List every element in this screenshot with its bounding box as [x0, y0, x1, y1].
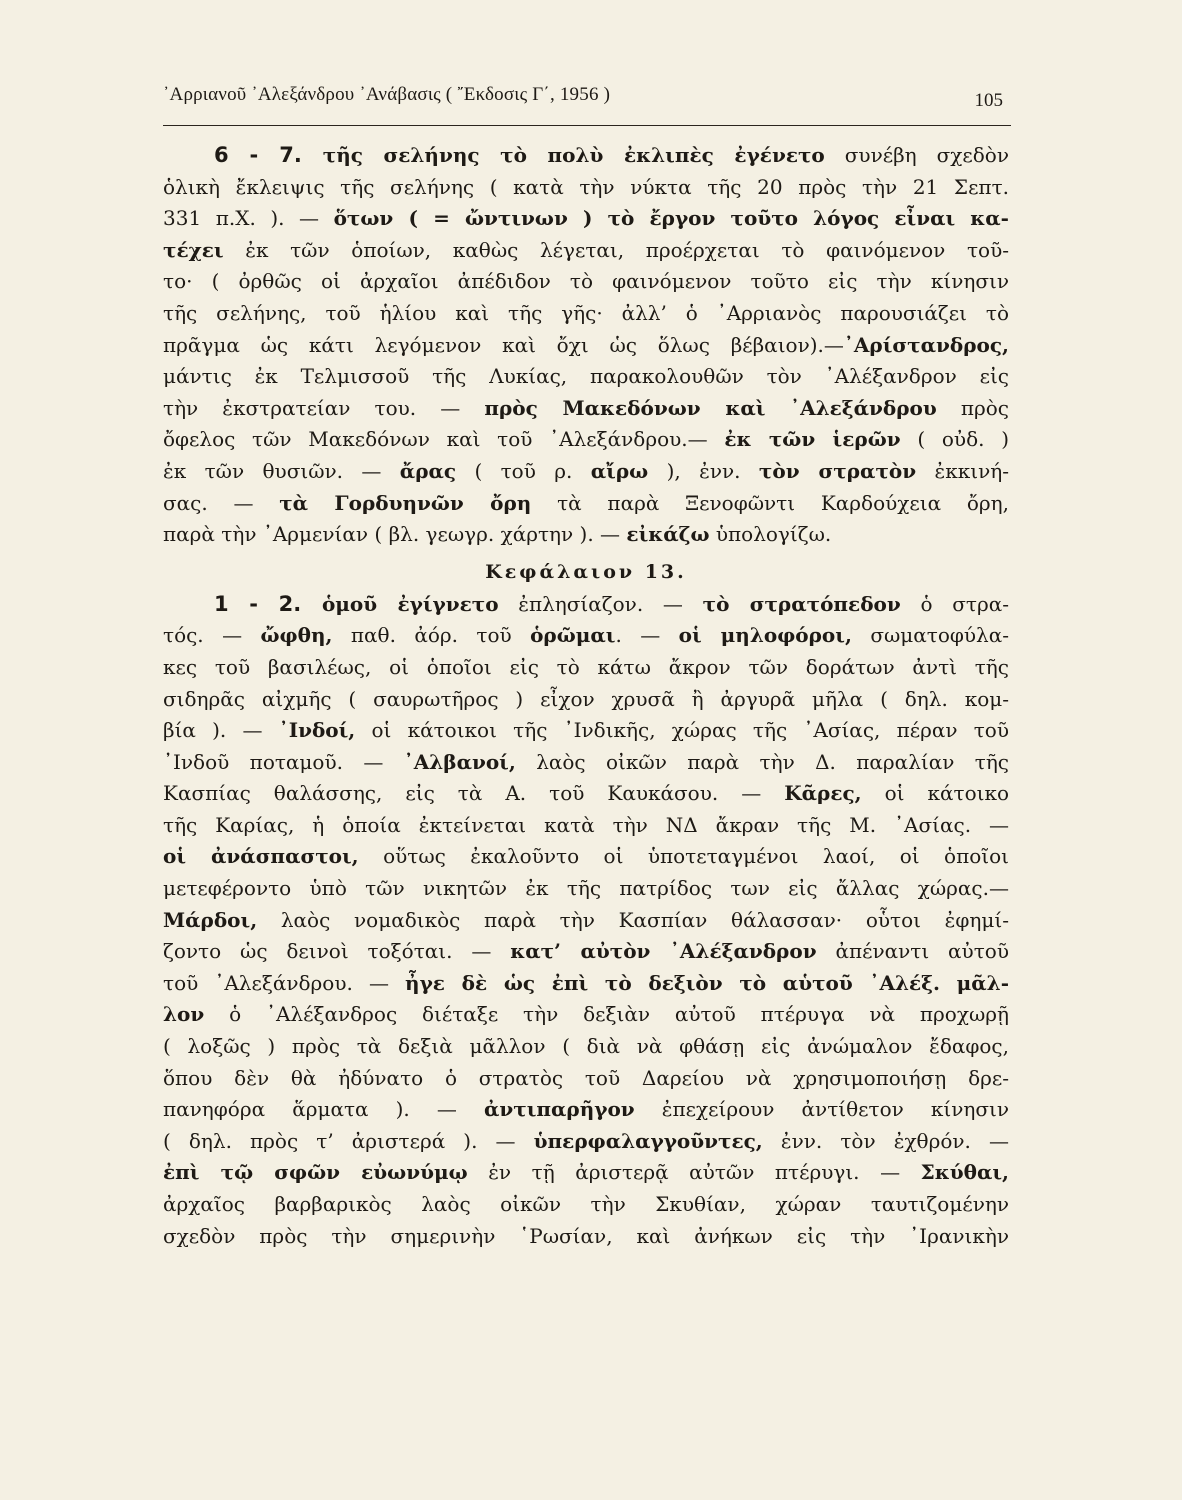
gloss-text: τῆς Καρίας, ἡ ὁποία ἐκτείνεται κατὰ τὴν ΝΔ ἄκραν τῆς Μ. ᾿Ασίας. — [163, 812, 1009, 837]
text-line [163, 456, 1009, 488]
text-line [163, 620, 1009, 652]
text-line [163, 747, 1009, 779]
gloss-text: ἐν τῇ ἀριστερᾷ αὐτῶν πτέρυγι. — [467, 1160, 921, 1185]
lemma: Σκύθαι, [920, 1160, 1009, 1185]
text-line [163, 1221, 1009, 1253]
gloss-text: τῆς σελήνης, τοῦ ἡλίου καὶ τῆς γῆς· ἀλλ’ ὁ ᾿Αρριανὸς παρουσιάζει τὸ [163, 300, 1009, 325]
gloss-text: ἐκ τῶν θυσιῶν. — [163, 458, 400, 483]
text-line [163, 1063, 1009, 1095]
lemma: κατ’ αὐτὸν ᾿Αλέξανδρον [510, 939, 817, 964]
text-line [163, 1189, 1009, 1221]
lemma: Κᾶρες, [784, 781, 862, 806]
text-line [163, 652, 1009, 684]
gloss-text: τὴν ἐκστρατείαν του. — [163, 395, 485, 420]
lemma: πρὸς Μακεδόνων καὶ ᾿Αλεξάνδρου [484, 395, 937, 420]
gloss-text: ζοντο ὡς δεινοὶ τοξόται. — [163, 939, 511, 964]
gloss-text: τὰ παρὰ Ξενοφῶντι Καρδούχεια ὄρη, [531, 490, 1009, 515]
gloss-text: ὄφελος τῶν Μακεδόνων καὶ τοῦ ᾿Αλεξάνδρου.— [163, 427, 725, 452]
gloss-text: λαὸς οἰκῶν παρὰ τὴν Δ. παραλίαν τῆς [515, 749, 1009, 774]
lemma: ὑπερφαλαγγοῦντες, [533, 1128, 763, 1153]
lemma: ἦγε δὲ ὡς ἐπὶ τὸ δεξιὸν τὸ αὑτοῦ ᾿Αλέξ. μᾶλ- [405, 970, 1009, 995]
gloss-text: παρὰ τὴν ᾿Αρμενίαν ( βλ. γεωγρ. χάρτην ). — [163, 522, 627, 547]
gloss-text: ὁ ᾿Αλέξανδρος διέταξε τὴν δεξιὰν αὐτοῦ πτέρυγα νὰ προχωρῇ [204, 1002, 1009, 1027]
text-line [163, 715, 1009, 747]
gloss-text: τοῦ ᾿Αλεξάνδρου. — [163, 970, 406, 995]
gloss-text: ἀπέναντι αὐτοῦ [816, 939, 1009, 964]
gloss-text: πρὸς [936, 395, 1009, 420]
gloss-text: ᾿Ινδοῦ ποταμοῦ. — [163, 749, 404, 774]
text-line [163, 778, 1009, 810]
lemma: εἰκάζω [626, 522, 710, 547]
gloss-text: ἐκ τῶν ὁποίων, καθὼς λέγεται, προέρχεται τὸ φαινόμενον τοῦ- [223, 237, 1009, 262]
lemma: ᾿Ινδοί, [278, 718, 356, 743]
page-number: 105 [974, 90, 1003, 111]
gloss-text: ( δηλ. πρὸς τ’ ἀριστερά ). — [163, 1128, 534, 1153]
lemma: τέχει [163, 237, 224, 262]
text-line [163, 235, 1009, 267]
text-line [163, 203, 1009, 235]
gloss-text: ( οὐδ. ) [900, 427, 1009, 452]
text-line [163, 298, 1009, 330]
header-rule [163, 125, 1011, 126]
text-line [163, 968, 1009, 1000]
text-line [163, 999, 1009, 1031]
lemma: λον [163, 1002, 205, 1027]
commentary-section-1-2 [163, 589, 1009, 1252]
gloss-text: παθ. ἀόρ. τοῦ [332, 623, 531, 648]
gloss-text: βία ). — [163, 718, 279, 743]
text-line [163, 1031, 1009, 1063]
gloss-text: το· ( ὀρθῶς οἱ ἀρχαῖοι ἀπέδιδον τὸ φαινόμενον τοῦτο εἰς τὴν κίνησιν [163, 269, 1009, 294]
chapter-heading: Κεφάλαιον 13. [485, 560, 687, 583]
lemma: τὸ στρατόπεδον [702, 591, 901, 616]
lemma: Μάρδοι, [163, 907, 258, 932]
lemma: τὸν στρατὸν [758, 458, 917, 483]
lemma: ᾿Αλβανοί, [403, 749, 516, 774]
text-line [163, 905, 1009, 937]
gloss-text: πανηφόρα ἅρματα ). — [163, 1097, 484, 1122]
lemma: αἴρω [590, 458, 649, 483]
running-header [163, 80, 1011, 120]
gloss-text: . — [615, 623, 679, 648]
text-line [163, 361, 1009, 393]
gloss-text: Κασπίας θαλάσσης, εἰς τὰ Α. τοῦ Καυκάσου. — [163, 781, 785, 806]
lemma: ἀντιπαρῆγον [483, 1097, 635, 1122]
text-line [163, 1094, 1009, 1126]
gloss-text: ( τοῦ ρ. [456, 458, 591, 483]
gloss-text: ἐκκινή- [916, 458, 1009, 483]
lemma: ὁρῶμαι [530, 623, 616, 648]
gloss-text: οἱ κάτοικο [861, 781, 1009, 806]
gloss-text: τός. — [163, 623, 261, 648]
lemma: 1 - 2. [214, 591, 322, 616]
text-line [163, 424, 1009, 456]
gloss-text: μάντις ἐκ Τελμισσοῦ τῆς Λυκίας, παρακολουθῶν τὸν ᾿Αλέξανδρον εἰς [163, 364, 1009, 389]
text-line [163, 172, 1009, 204]
gloss-text: σχεδὸν πρὸς τὴν σημερινὴν ῾Ρωσίαν, καὶ ἀνήκων εἰς τὴν ᾿Ιρανικὴν [163, 1223, 1009, 1248]
gloss-text: ἐπεχείρουν ἀντίθετον κίνησιν [634, 1097, 1009, 1122]
gloss-text: ἀρχαῖος βαρβαρικὸς λαὸς οἰκῶν τὴν Σκυθίαν, χώραν ταυτιζομένην [163, 1192, 1009, 1216]
lemma: ἐπὶ τῷ σφῶν εὐωνύμῳ [163, 1160, 468, 1185]
text-line [163, 140, 1009, 172]
text-line [163, 519, 1009, 551]
lemma: ᾿Αρίστανδρος, [843, 332, 1009, 357]
lemma: οἱ μηλοφόροι, [678, 623, 852, 648]
text-line [163, 393, 1009, 425]
text-line [163, 936, 1009, 968]
gloss-text: ὁ στρα- [900, 591, 1009, 616]
gloss-text: 331 π.Χ. ). — [163, 206, 334, 231]
lemma: ὁμοῦ ἐγίγνετο [321, 591, 499, 616]
gloss-text: λαὸς νομαδικὸς παρὰ τὴν Κασπίαν θάλασσαν· οὗτοι ἐφημί- [257, 907, 1009, 932]
gloss-text: ὅπου δὲν θὰ ἠδύνατο ὁ στρατὸς τοῦ Δαρείου νὰ χρησιμοποιήσῃ δρε- [163, 1065, 1009, 1090]
gloss-text: ἐπλησίαζον. — [498, 591, 703, 616]
lemma: οἱ ἀνάσπαστοι, [163, 844, 359, 869]
gloss-text: ἐνν. τὸν ἐχθρόν. — [762, 1128, 1009, 1153]
running-title: ᾿Αρριανοῦ ᾿Αλεξάνδρου ᾿Ανάβασις ( ῎Εκδοσις Γ΄, 1956 ) [163, 84, 611, 105]
lemma: ὤφθη, [260, 623, 333, 648]
text-line [163, 589, 1009, 621]
gloss-text: ( λοξῶς ) πρὸς τὰ δεξιὰ μᾶλλον ( διὰ νὰ φθάσῃ εἰς ἀνώμαλον ἔδαφος, [163, 1034, 1009, 1059]
gloss-text: κες τοῦ βασιλέως, οἱ ὁποῖοι εἰς τὸ κάτω ἄκρον τῶν δοράτων ἀντὶ τῆς [163, 654, 1009, 679]
text-line [163, 684, 1009, 716]
gloss-text: ὑπολογίζω. [709, 522, 832, 547]
gloss-text: πρᾶγμα ὡς κάτι λεγόμενον καὶ ὄχι ὡς ὅλως βέβαιον).— [163, 332, 844, 357]
lemma: ἐκ τῶν ἱερῶν [724, 427, 901, 452]
gloss-text: μετεφέροντο ὑπὸ τῶν νικητῶν ἐκ τῆς πατρίδος των εἰς ἄλλας χώρας.— [163, 876, 1009, 901]
gloss-text: ), ἐνν. [648, 458, 759, 483]
gloss-text: οἱ κάτοικοι τῆς ᾿Ινδικῆς, χώρας τῆς ᾿Ασίας, πέραν τοῦ [355, 718, 1009, 743]
text-line [163, 873, 1009, 905]
text-line [163, 488, 1009, 520]
text-line [163, 841, 1009, 873]
text-line [163, 1157, 1009, 1189]
lemma: τῆς σελήνης τὸ πολὺ ἐκλιπὲς ἐγένετο [322, 143, 825, 167]
gloss-text: ὁλικὴ ἔκλειψις τῆς σελήνης ( κατὰ τὴν νύκτα τῆς 20 πρὸς τὴν 21 Σεπτ. [163, 174, 1009, 199]
lemma: ἄρας [399, 458, 457, 483]
lemma: τὰ Γορδυηνῶν ὄρη [279, 490, 532, 515]
gloss-text: συνέβη σχεδὸν [824, 143, 1009, 167]
gloss-text: σωματοφύλα- [851, 623, 1009, 648]
gloss-text: σιδηρᾶς αἰχμῆς ( σαυρωτῆρος ) εἶχον χρυσᾶ ἢ ἀργυρᾶ μῆλα ( δηλ. κομ- [163, 686, 1009, 711]
commentary-section-6-7 [163, 140, 1009, 551]
commentary-body [163, 140, 1009, 1252]
lemma: ὅτων ( = ὤντινων ) τὸ ἔργον τοῦτο λόγος εἶναι κα- [333, 206, 1009, 231]
text-line [163, 266, 1009, 298]
lemma: 6 - 7. [214, 143, 323, 167]
gloss-text: οὕτως ἐκαλοῦντο οἱ ὑποτεταγμένοι λαοί, οἱ ὁποῖοι [358, 844, 1009, 869]
gloss-text: σας. — [163, 490, 280, 515]
text-line [163, 810, 1009, 842]
text-line [163, 1126, 1009, 1158]
text-line [163, 330, 1009, 362]
